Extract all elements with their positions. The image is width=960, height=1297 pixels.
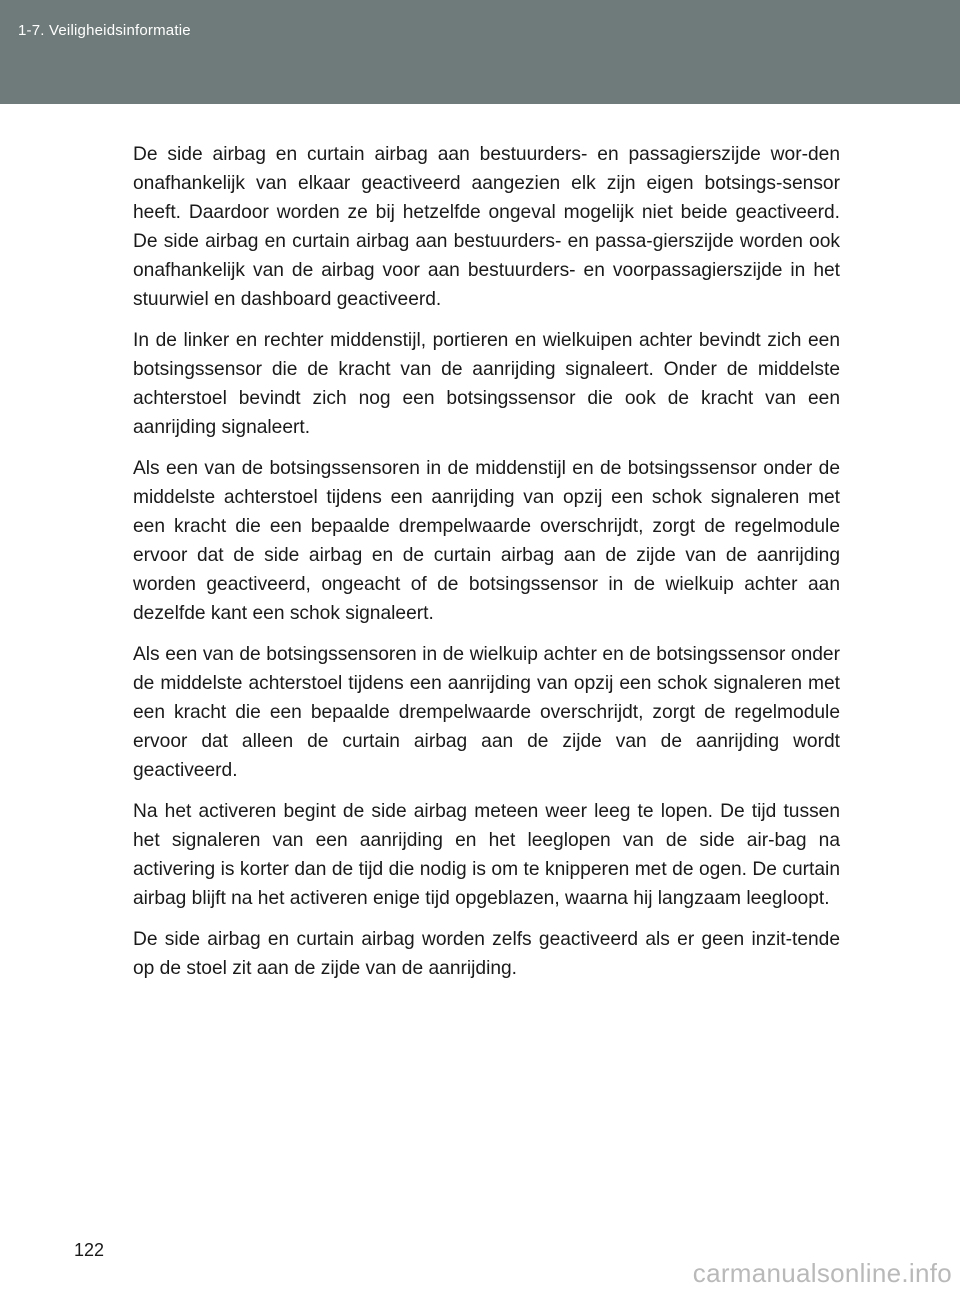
watermark: carmanualsonline.info [692, 1258, 952, 1288]
paragraph: Als een van de botsingssensoren in de middenstijl en de botsingssensor onder de middelste achterstoel tijdens een aanrijding van opzij een schok signaleren met een kracht die een bepaalde drempelwaarde overschrijdt, zorgt de regelmodule ervoor dat de side airbag en de curtain airbag aan de zijde van de aanrijding worden geactiveerd, ongeacht of de botsingssensor in de wielkuip achter aan dezelfde kant een schok signaleert. [133, 458, 840, 624]
paragraph: In de linker en rechter middenstijl, portieren en wielkuipen achter bevindt zich een botsingssensor die de kracht van de aanrijding signaleert. Onder de middelste achterstoel bevindt zich nog een botsingssensor die ook de kracht van een aanrijding signaleert. [133, 330, 840, 438]
section-header-band [0, 0, 960, 104]
body-text [133, 140, 840, 995]
paragraph: De side airbag en curtain airbag aan bestuurders- en passagierszijde wor-den onafhankelijk van elkaar geactiveerd aangezien elk zijn eigen botsings-sensor heeft. Daardoor worden ze bij hetzelfde ongeval mogelijk niet beide geactiveerd. De side airbag en curtain airbag aan bestuurders- en passa-gierszijde worden ook onafhankelijk van de airbag voor aan bestuurders- en voorpassagierszijde in het stuurwiel en dashboard geactiveerd. [133, 144, 840, 310]
section-title: 1-7. Veiligheidsinformatie [18, 22, 191, 39]
page-number: 122 [74, 1240, 105, 1260]
paragraph: De side airbag en curtain airbag worden zelfs geactiveerd als er geen inzit-tende op de stoel zit aan de zijde van de aanrijding. [133, 929, 840, 979]
paragraph: Als een van de botsingssensoren in de wielkuip achter en de botsingssensor onder de middelste achterstoel tijdens een aanrijding van opzij een schok signaleren met een kracht die een bepaalde drempelwaarde overschrijdt, zorgt de regelmodule ervoor dat alleen de curtain airbag aan de zijde van de aanrijding wordt geactiveerd. [133, 644, 840, 781]
paragraph: Na het activeren begint de side airbag meteen weer leeg te lopen. De tijd tussen het signaleren van een aanrijding en het leeglopen van de side air-bag na activering is korter dan de tijd die nodig is om te knipperen met de ogen. De curtain airbag blijft na het activeren enige tijd opgeblazen, waarna hij langzaam leegloopt. [133, 801, 840, 909]
